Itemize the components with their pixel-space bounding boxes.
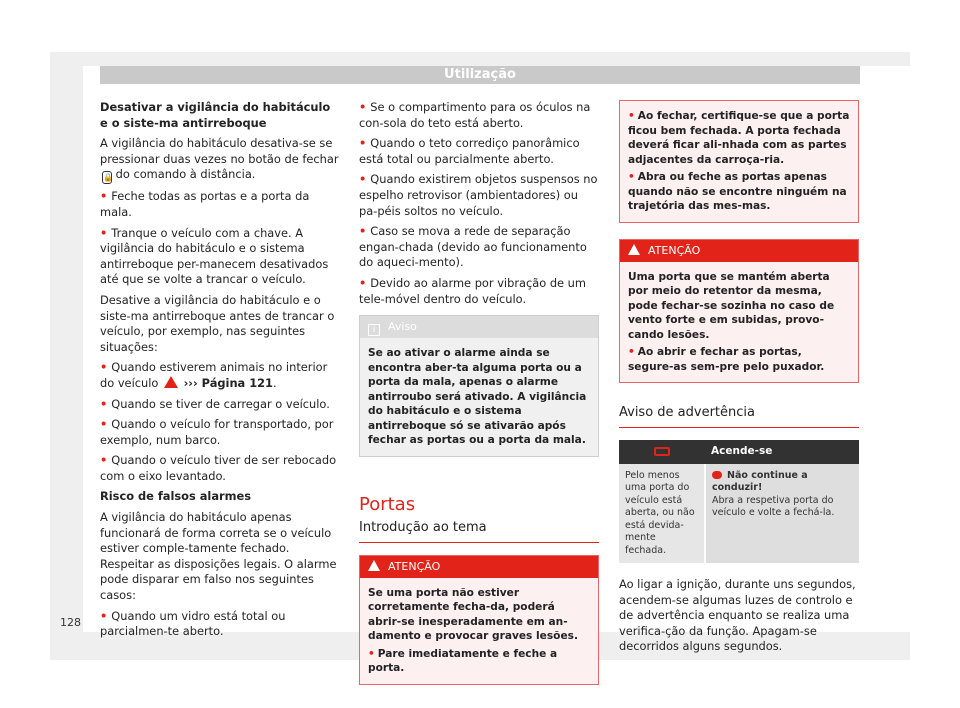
list-item bbox=[100, 226, 340, 288]
warning-box-continued bbox=[619, 100, 859, 223]
warning-bullet-text: Abra ou feche as portas apenas quando não se encontre ninguém na trajetória das mes-mas. bbox=[628, 171, 847, 212]
heading-false-alarms: Risco de falsos alarmes bbox=[100, 489, 252, 504]
list-item-text: Quando existirem objetos suspensos no espelho retrovisor (ambientadores) ou pa-péis soltos no veículo. bbox=[359, 172, 598, 218]
bullet-icon: • bbox=[368, 647, 375, 660]
table-row bbox=[619, 464, 859, 564]
warning-paragraph: Se uma porta não estiver corretamente fecha-da, poderá abrir-se inesperadamente em an-damento e provocar graves lesões. bbox=[368, 586, 578, 643]
bullet-icon: • bbox=[100, 189, 108, 204]
list-item bbox=[359, 224, 599, 271]
warning-lights-table bbox=[619, 440, 859, 564]
bullet-icon: • bbox=[359, 136, 367, 151]
warning-bullet-text: Ao fechar, certifique-se que a porta ficou bem fechada. A porta fechada deverá ficar ali-nhada com as partes adjacentes da carroça-ria. bbox=[628, 110, 850, 166]
table-cell: Pelo menos uma porta do veículo está aberta, ou não está devida-mente fechada. bbox=[619, 464, 705, 564]
list-item-text: Quando um vidro está total ou parcialmen-te aberto. bbox=[100, 608, 286, 639]
column-3 bbox=[619, 100, 859, 660]
warning-header bbox=[620, 240, 858, 262]
bullet-icon: • bbox=[100, 453, 108, 468]
list-item-text: Quando estiverem animais no interior do veículo bbox=[100, 360, 328, 390]
warning-paragraph: Uma porta que se mantém aberta por meio do retentor da mesma, pode fechar-se sozinha no caso de vento forte e em subidas, provo-cando lesões. bbox=[628, 270, 835, 341]
list-item-text: Quando o teto corrediço panorâmico está total ou parcialmente aberto. bbox=[359, 136, 580, 166]
list-item-text: Feche todas as portas e a porta da mala. bbox=[100, 189, 310, 219]
list-item bbox=[100, 453, 340, 484]
list-item-text: . bbox=[272, 375, 277, 390]
page-number: 128 bbox=[60, 616, 81, 629]
warning-label: ATENÇÃO bbox=[388, 559, 441, 573]
paragraph bbox=[100, 136, 340, 184]
warning-bullet bbox=[628, 109, 850, 167]
table-header-icon bbox=[619, 440, 705, 464]
table-cell bbox=[705, 464, 859, 564]
warning-box bbox=[619, 239, 859, 384]
bullet-icon: • bbox=[100, 360, 108, 375]
list-item bbox=[359, 100, 599, 131]
bullet-icon: • bbox=[359, 275, 367, 290]
list-item bbox=[359, 136, 599, 167]
door-warning-icon bbox=[712, 471, 722, 479]
bullet-icon: • bbox=[100, 417, 108, 432]
table-header-cell: Acende-se bbox=[705, 440, 859, 464]
list-item bbox=[100, 609, 340, 640]
warning-bullet bbox=[368, 647, 590, 676]
door-open-icon bbox=[654, 447, 670, 456]
warning-bullet bbox=[628, 170, 850, 214]
bullet-icon: • bbox=[359, 100, 367, 114]
list-item bbox=[359, 172, 599, 219]
lock-key-icon: 🔒 bbox=[103, 173, 113, 183]
warning-label: ATENÇÃO bbox=[648, 243, 701, 257]
table-cell-text: Abra a respetiva porta do veículo e volte a fechá-la. bbox=[712, 494, 835, 519]
bullet-icon: • bbox=[100, 225, 108, 240]
bullet-icon: • bbox=[100, 396, 108, 411]
list-item bbox=[100, 417, 340, 448]
list-item bbox=[359, 276, 599, 307]
paragraph-text: A vigilância do habitáculo desativa-se se pressionar duas vezes no botão de fechar bbox=[100, 136, 339, 166]
subsection-title: Introdução ao tema bbox=[359, 520, 599, 543]
bullet-icon: • bbox=[359, 224, 367, 239]
warning-header bbox=[360, 556, 598, 578]
warning-bullet-text: Pare imediatamente e feche a porta. bbox=[368, 647, 558, 675]
table-cell-bold: Não continue a conduzir! bbox=[712, 469, 808, 494]
list-item bbox=[100, 189, 340, 220]
paragraph: Ao ligar a ignição, durante uns segundos, acendem-se algumas luzes de controlo e de advertência enquanto se realiza uma verifica-ção da função. Apagam-se decorridos alguns segundos. bbox=[619, 577, 856, 654]
warning-icon bbox=[628, 244, 640, 255]
list-item bbox=[100, 360, 340, 391]
info-icon: i bbox=[368, 324, 380, 336]
paragraph: A vigilância do habitáculo apenas funcionará de forma correta se o veículo estiver comple-tamente fechado. Respeitar as disposições legais. O alarme pode disparar em falso nos seguintes casos: bbox=[100, 510, 337, 603]
list-item-text: Tranque o veículo com a chave. A vigilância do habitáculo e o sistema antirreboque per-manecem desativados até que se volte a trancar o veículo. bbox=[100, 225, 329, 287]
list-item bbox=[100, 397, 340, 413]
paragraph: Desative a vigilância do habitáculo e o siste-ma antirreboque antes de trancar o veículo, por exemplo, nas seguintes situações: bbox=[100, 292, 335, 354]
warning-icon bbox=[368, 560, 380, 571]
section-title: Portas bbox=[359, 493, 416, 515]
list-item-text: Se o compartimento para os óculos na con-sola do teto está aberto. bbox=[359, 100, 591, 130]
note-label: Aviso bbox=[388, 320, 417, 334]
list-item-text: Quando o veículo tiver de ser rebocado com o eixo levantado. bbox=[100, 453, 337, 483]
heading-deactivate: Desativar a vigilância do habitáculo e o siste-ma antirreboque bbox=[100, 100, 331, 130]
subsection-title: Aviso de advertência bbox=[619, 405, 859, 428]
list-item-text: Caso se mova a rede de separação engan-chada (devido ao funcionamento do aqueci-mento). bbox=[359, 224, 587, 270]
bullet-icon: • bbox=[359, 172, 367, 187]
list-item-text: Devido ao alarme por vibração de um tele-móvel dentro do veículo. bbox=[359, 275, 586, 306]
warning-box bbox=[359, 555, 599, 685]
paragraph-text: do comando à distância. bbox=[115, 167, 256, 182]
column-1 bbox=[100, 100, 340, 645]
warning-text bbox=[620, 101, 858, 222]
warning-icon bbox=[164, 376, 178, 388]
page-header: Utilização bbox=[100, 66, 860, 84]
warning-text bbox=[620, 262, 858, 383]
bullet-icon: • bbox=[628, 346, 635, 358]
column-2 bbox=[359, 100, 599, 685]
bullet-icon: • bbox=[628, 110, 635, 122]
list-item-text: Quando o veículo for transportado, por exemplo, num barco. bbox=[100, 417, 334, 447]
table-header-row bbox=[619, 440, 859, 464]
note-header bbox=[360, 316, 598, 338]
note-text: Se ao ativar o alarme ainda se encontra aber-ta alguma porta ou a porta da mala, apenas o alarme antirroubo será ativado. A vigilância do habitáculo e o sistema antirreboque só se ativarão após fechar as portas ou a porta da mala. bbox=[368, 347, 587, 447]
warning-bullet-text: Ao abrir e fechar as portas, segure-as sem-pre pelo puxador. bbox=[628, 346, 825, 373]
bullet-icon: • bbox=[628, 171, 635, 183]
warning-bullet bbox=[628, 345, 850, 374]
warning-text bbox=[360, 578, 598, 684]
note-box bbox=[359, 315, 599, 457]
list-item-text: Quando se tiver de carregar o veículo. bbox=[111, 396, 330, 411]
bullet-icon: • bbox=[100, 608, 108, 623]
page-reference-link[interactable]: ››› Página 121 bbox=[183, 375, 273, 390]
